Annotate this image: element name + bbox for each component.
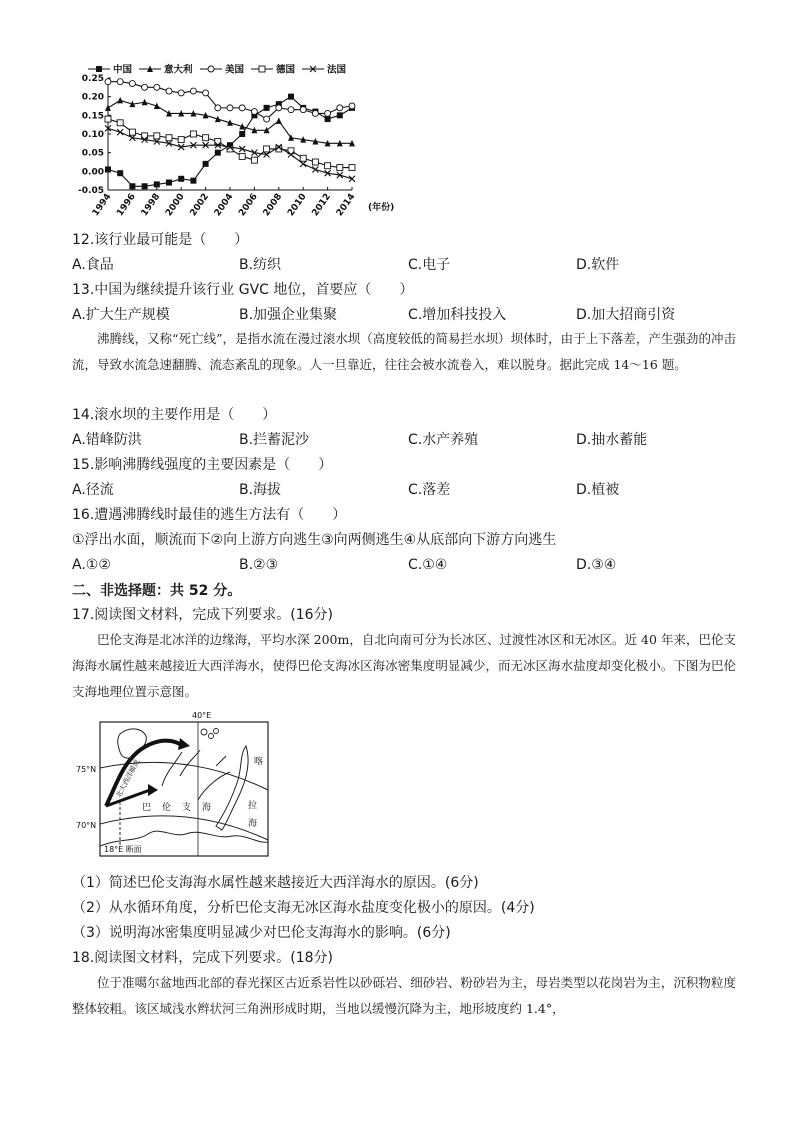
data-point	[203, 90, 209, 96]
y-tick-label: 0.10	[81, 130, 104, 140]
data-point	[117, 79, 123, 85]
flow-arrow-2	[180, 750, 200, 776]
q12-option-d[interactable]: D.软件	[576, 257, 620, 273]
data-point	[215, 105, 221, 111]
q13-option-a[interactable]: A.扩大生产规模	[72, 307, 170, 323]
q16-option-c[interactable]: C.①④	[408, 557, 448, 573]
current-label: 北大西洋暖流	[114, 758, 142, 799]
legend-marker	[259, 66, 265, 72]
data-point	[325, 116, 331, 122]
section-2-heading: 二、非选择题：共 52 分。	[72, 583, 242, 599]
data-point	[276, 105, 282, 111]
data-point	[142, 84, 148, 90]
question-18-stem: 18.阅读图文材料，完成下列要求。(18分)	[72, 950, 334, 966]
q17-material: 巴伦支海是北冰洋的边缘海，平均水深 200m，自北向南可分为长冰区、过渡性冰区和无冰区。近 40 年来，巴伦支海海水属性越来越接近大西洋海水，使得巴伦支海冰区海冰密集度明显减少，而无冰区海水盐度却变化极小。下图为巴伦支海地理位置示意图。	[72, 632, 736, 699]
data-point	[105, 79, 111, 85]
data-point	[312, 159, 318, 165]
x-tick-label: 2004	[212, 191, 236, 219]
q12-option-c[interactable]: C.电子	[408, 257, 451, 273]
sea-label-2: 伦	[162, 803, 172, 813]
data-point	[239, 153, 245, 159]
data-point	[337, 165, 343, 171]
question-12-stem: 12.该行业最可能是（ ）	[72, 232, 249, 248]
sea-label-1: 巴	[142, 803, 152, 813]
q16-option-b[interactable]: B.②③	[239, 557, 279, 573]
gvc-line-chart	[70, 58, 410, 220]
kara-label-3: 海	[248, 819, 258, 829]
legend-label: 德国	[276, 64, 296, 76]
legend-marker	[208, 66, 214, 72]
data-point	[105, 104, 111, 111]
data-point	[215, 150, 221, 156]
y-tick-label: 0.25	[81, 74, 104, 84]
svalbard-island	[118, 729, 147, 758]
data-point	[154, 84, 160, 90]
q16-choices-line: ①浮出水面，顺流而下②向上游方向逃生③向两侧逃生④从底部向下游方向逃生	[72, 532, 557, 548]
q15-option-c[interactable]: C.落差	[408, 482, 451, 498]
data-point	[251, 157, 257, 163]
q15-option-b[interactable]: B.海拔	[239, 482, 282, 498]
data-point	[117, 120, 123, 126]
data-point	[105, 166, 111, 172]
x-tick-label: 2014	[334, 191, 358, 219]
southern-coast	[100, 831, 268, 846]
x-tick-label: 2012	[310, 191, 334, 219]
data-point	[178, 137, 184, 143]
data-point	[264, 105, 270, 111]
x-tick-label: 2010	[286, 191, 309, 219]
kara-label-1: 喀	[254, 757, 264, 767]
flow-arrow-3	[216, 756, 226, 766]
q15-option-a[interactable]: A.径流	[72, 482, 114, 498]
question-14-stem: 14.滚水坝的主要作用是（ ）	[72, 407, 277, 423]
lon-40e-label: 40°E	[192, 711, 212, 720]
data-point	[312, 166, 318, 172]
legend-label: 意大利	[164, 64, 193, 76]
x-tick-label: 2000	[164, 191, 187, 219]
novaya-zemlya	[216, 746, 248, 830]
data-point	[142, 99, 148, 106]
data-point	[227, 105, 233, 111]
data-point	[300, 155, 306, 161]
data-point	[264, 116, 270, 122]
x-tick-label: 2008	[261, 191, 285, 219]
q16-option-a[interactable]: A.①②	[72, 557, 111, 573]
data-point	[312, 110, 318, 116]
data-point	[117, 97, 123, 104]
data-point	[190, 88, 196, 94]
data-point	[105, 116, 111, 122]
q14-option-a[interactable]: A.错峰防洪	[72, 432, 142, 448]
x-tick-label: 2006	[237, 191, 260, 219]
section-label: 18°E 断面	[104, 845, 142, 854]
data-point	[190, 178, 196, 184]
data-point	[117, 129, 123, 135]
data-point	[288, 94, 294, 100]
q14-option-b[interactable]: B.拦蓄泥沙	[239, 432, 310, 448]
legend-label: 中国	[113, 64, 133, 76]
q17-sub-3: （3）说明海冰密集度明显减少对巴伦支海海水的影响。(6分)	[72, 925, 451, 941]
data-point	[129, 81, 135, 87]
q13-option-d[interactable]: D.加大招商引资	[576, 307, 676, 323]
current-branch-head	[148, 784, 158, 796]
data-point	[154, 133, 160, 139]
current-arrowhead	[178, 738, 190, 750]
flow-arrow-4	[198, 772, 230, 800]
y-tick-label: 0.05	[81, 148, 104, 159]
sea-label-3: 支	[182, 803, 192, 813]
kara-label-2: 拉	[248, 801, 258, 811]
q12-option-b[interactable]: B.纺织	[239, 257, 282, 273]
x-tick-label: 1994	[90, 191, 114, 219]
x-tick-label: 1996	[115, 191, 138, 219]
data-point	[239, 131, 245, 137]
data-point	[142, 183, 148, 189]
question-16-stem: 16.遭遇沸腾线时最佳的逃生方法有（ ）	[72, 507, 347, 523]
data-point	[349, 165, 355, 171]
legend-label: 美国	[225, 64, 245, 76]
data-point	[251, 109, 257, 115]
data-point	[203, 135, 209, 141]
feiteng-material: 沸腾线，又称“死亡线”，是指水流在漫过滚水坝（高度较低的简易拦水坝）坝体时，由于上下落差，产生强劲的冲击流，导致水流急速翻腾、流态紊乱的现象。人一旦靠近，往往会被水流卷入，难以脱身。据此完成 14～16 题。	[72, 331, 736, 372]
data-point	[349, 103, 355, 109]
data-point	[117, 170, 123, 176]
lat-75n-label: 75°N	[76, 765, 97, 774]
question-15-stem: 15.影响沸腾线强度的主要因素是（ ）	[72, 457, 333, 473]
q14-option-d[interactable]: D.抽水蓄能	[576, 432, 648, 448]
y-tick-label: 0.00	[81, 167, 104, 178]
barents-sea-map	[76, 706, 276, 862]
sea-label-4: 海	[202, 803, 212, 813]
y-tick-label: -0.05	[78, 186, 104, 196]
data-point	[300, 107, 306, 113]
data-point	[154, 181, 160, 187]
chart-series	[105, 79, 355, 190]
chart-axes	[78, 74, 394, 218]
data-point	[129, 129, 135, 135]
q13-option-c[interactable]: C.增加科技投入	[408, 307, 507, 323]
data-point	[166, 135, 172, 141]
island-1	[201, 729, 207, 735]
q17-sub-1: （1）简述巴伦支海海水属性越来越接近大西洋海水的原因。(6分)	[72, 875, 479, 891]
data-point	[239, 105, 245, 111]
flow-arrow-1	[162, 752, 182, 786]
data-point	[190, 131, 196, 137]
data-point	[166, 88, 172, 94]
x-unit-label: (年份)	[368, 203, 395, 213]
question-13-stem: 13.中国为继续提升该行业 GVC 地位，首要应（ ）	[72, 282, 414, 298]
data-point	[337, 105, 343, 111]
x-tick-label: 2002	[188, 191, 212, 219]
q12-option-a[interactable]: A.食品	[72, 257, 114, 273]
q15-option-d[interactable]: D.植被	[576, 482, 620, 498]
legend-marker	[96, 66, 102, 72]
island-3	[214, 729, 219, 734]
data-point	[337, 112, 343, 118]
data-point	[264, 146, 270, 152]
data-point	[288, 107, 294, 113]
y-tick-label: 0.20	[81, 92, 104, 103]
q16-option-d[interactable]: D.③④	[576, 557, 617, 573]
data-point	[325, 110, 331, 116]
data-point	[129, 183, 135, 189]
data-point	[178, 176, 184, 182]
q18-material: 位于准噶尔盆地西北部的春光探区古近系岩性以砂砾岩、细砂岩、粉砂岩为主，母岩类型以花岗岩为主，沉积物粒度整体较粗。该区域浅水辫状河三角洲形成时期，当地以缓慢沉降为主，地形坡度约 1.4°，	[72, 975, 736, 1016]
lat-70n-label: 70°N	[76, 821, 97, 830]
legend-label: 法国	[327, 64, 347, 76]
data-point	[203, 161, 209, 167]
data-point	[178, 90, 184, 96]
q13-option-b[interactable]: B.加强企业集聚	[239, 307, 338, 323]
y-tick-label: 0.15	[81, 111, 104, 122]
question-17-stem: 17.阅读图文材料，完成下列要求。(16分)	[72, 607, 334, 623]
data-point	[325, 163, 331, 169]
data-point	[349, 176, 355, 182]
q17-sub-2: （2）从水循环角度，分析巴伦支海无冰区海水盐度变化极小的原因。(4分)	[72, 900, 535, 916]
chart-legend	[88, 64, 347, 76]
data-point	[300, 161, 306, 167]
q14-option-c[interactable]: C.水产养殖	[408, 432, 479, 448]
x-tick-label: 1998	[139, 191, 163, 219]
data-point	[276, 117, 282, 124]
data-point	[166, 180, 172, 186]
island-2	[209, 734, 214, 739]
